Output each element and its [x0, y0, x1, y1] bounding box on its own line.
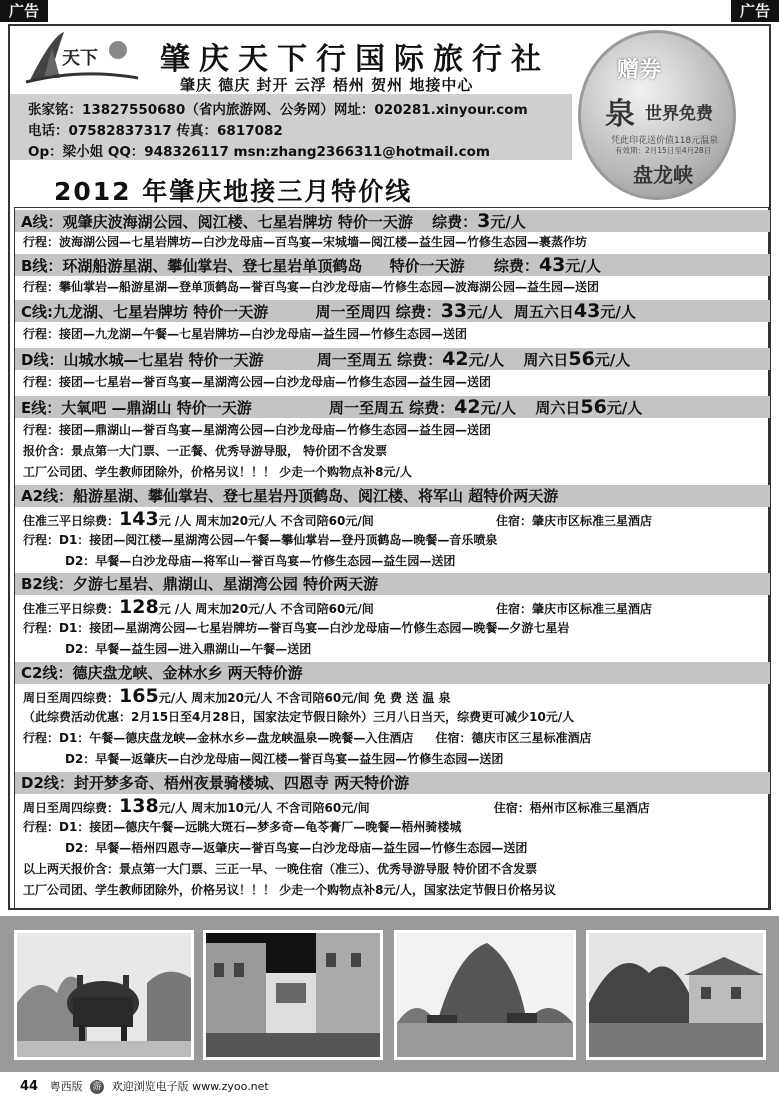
route-a-header	[15, 210, 770, 232]
route-a2-price: 143	[119, 508, 159, 530]
company-name: 肇庆天下行国际旅行社	[160, 42, 550, 77]
route-c-title: C线:九龙湖、七星岩牌坊 特价一天游	[21, 303, 269, 321]
route-e-itinerary: 行程：接团—鼎湖山—誉百鸟宴—星湖湾公园—白沙龙母庙—竹修生态园—益生园—送团	[23, 423, 492, 437]
route-a-title: A线：观肇庆波海湖公园、阅江楼、七星岩牌坊 特价一天游	[21, 213, 413, 231]
footer	[20, 1078, 269, 1094]
route-d-title: D线：山城水城—七星岩 特价一天游	[21, 351, 264, 369]
route-d2-price-row	[15, 796, 770, 816]
route-b-header	[15, 254, 770, 276]
routes-table	[14, 207, 769, 909]
route-a-itinerary: 行程：波海湖公园—七星岩牌坊—白沙龙母庙—百鸟宴—宋城墙—阅江楼—益生园—竹修生态园—裹蒸作坊	[23, 235, 588, 249]
route-e-price2: 56	[580, 396, 607, 418]
route-a2-day2: D2：早餐—白沙龙母庙—将军山—誉百鸟宴—竹修生态园—益生园—送团	[65, 554, 456, 568]
route-d-itinerary: 行程：接团—七星岩—誉百鸟宴—星湖湾公园—白沙龙母庙—竹修生态园—益生园—送团	[23, 375, 492, 389]
route-d-unit1: 元/人	[468, 351, 505, 369]
route-d2-day1: 行程：D1：接团—德庆午餐—远眺大斑石—梦多奇—龟苓膏厂—晚餐—梧州骑楼城	[23, 820, 462, 834]
route-a2-price-row	[15, 509, 770, 529]
contact-line-1: 张家铭：13827550680（省内旅游网、公务网）网址：020281.xinyour.com	[28, 102, 528, 118]
route-c-days1: 周一至周四 综费：	[315, 303, 441, 321]
route-b2-price-post: 元 /人 周末加20元/人 不含司陪60元/间	[158, 602, 374, 616]
route-c2-price-pre: 周日至周四综费：	[23, 691, 120, 705]
route-c2-header: C2线：德庆盘龙峡、金林水乡 两天特价游	[15, 662, 770, 684]
route-c-price1: 33	[440, 300, 468, 322]
route-b-title: B线：环湖船游星湖、攀仙掌岩、登七星岩单顶鹤岛	[21, 257, 363, 275]
badge-coupon-text: 赠券	[617, 58, 662, 83]
svg-text:天下: 天下	[62, 48, 98, 69]
route-b-price-label: 综费：	[493, 257, 539, 275]
route-c2-promo: （此综费活动优惠：2月15日至4月28日，国家法定节假日除外）三月八日当天，综费更可减少10元/人	[23, 710, 575, 724]
route-d-days2: 周六日	[523, 351, 569, 369]
photo-village-river	[586, 930, 766, 1060]
route-e-header	[15, 396, 770, 418]
route-d-price2: 56	[568, 348, 595, 370]
route-c2-day1: 行程：D1：午餐—德庆盘龙峡—金林水乡—盘龙峡温泉—晚餐—入住酒店	[23, 731, 414, 745]
route-e-unit2: 元/人	[606, 399, 643, 417]
contact-line-3: Op：梁小姐 QQ：948326117 msn:zhang2366311@hotmail.com	[28, 144, 490, 160]
route-b2-day1: 行程：D1：接团—星湖湾公园—七星岩牌坊—誉百鸟宴—白沙龙母庙—竹修生态园—晚餐—夕游七星岩	[23, 621, 570, 635]
route-b2-day2: D2：早餐—益生园—进入鼎湖山—午餐—送团	[65, 642, 312, 656]
route-b2-hotel: 住宿：肇庆市区标准三星酒店	[495, 602, 652, 616]
route-c-itinerary: 行程：接团—九龙湖—午餐—七星岩牌坊—白沙龙母庙—益生园—竹修生态园—送团	[23, 327, 468, 341]
route-b-itinerary: 行程：攀仙掌岩—船游星湖—登单顶鹤岛—誉百鸟宴—白沙龙母庙—竹修生态园—波海湖公园—益生园—送团	[23, 280, 600, 294]
service-centers: 肇庆 德庆 封开 云浮 梧州 贺州 地接中心	[180, 76, 474, 94]
final-note-included: 以上两天报价含：景点第一大门票、三正一早、一晚住宿（准三）、优秀导游导服 特价团不含发票	[23, 862, 538, 876]
route-a-price-label: 综费：	[432, 213, 478, 231]
route-d-days1: 周一至周五 综费：	[316, 351, 443, 369]
badge-spring-text: 泉	[605, 97, 635, 132]
photo-arcade-street	[203, 930, 383, 1060]
edition-label: 粤西版	[49, 1080, 83, 1093]
route-d2-price-pre: 周日至周四综费：	[23, 801, 120, 815]
badge-brand-text: 盘龙峡	[633, 163, 693, 187]
route-a2-price-pre: 住准三平日综费：	[23, 514, 120, 528]
route-c2-hotel: 住宿：德庆市区三星标准酒店	[435, 731, 592, 745]
photo-karst-lake	[394, 930, 576, 1060]
page-title: 2012 年肇庆地接三月特价线	[54, 177, 413, 206]
route-b2-price-pre: 住准三平日综费：	[23, 602, 120, 616]
final-note-exceptions: 工厂公司团、学生教师团除外，价格另议！！！ 少走一个购物点补8元/人，国家法定节假日价格另议	[23, 883, 556, 897]
ad-label-left: 广告	[0, 0, 48, 22]
route-c-unit2: 元/人	[600, 303, 636, 321]
route-e-days1: 周一至周五 综费：	[328, 399, 455, 417]
badge-validity-text: 有效期：2月15日至4月28日	[615, 146, 712, 155]
route-d2-hotel: 住宿：梧州市区标准三星酒店	[493, 801, 650, 815]
route-e-note-included: 报价含：景点第一大门票、一正餐、优秀导游导服， 特价团不含发票	[23, 444, 388, 458]
company-logo	[22, 28, 140, 86]
route-d2-price-post: 元/人 周末加10元/人 不含司陪60元/间	[158, 801, 370, 815]
route-a2-hotel: 住宿：肇庆市区标准三星酒店	[495, 514, 652, 528]
route-d2-day2: D2：早餐—梧州四恩寺—返肇庆—誉百鸟宴—白沙龙母庙—益生园—竹修生态园—送团	[65, 841, 528, 855]
route-c2-day2: D2：早餐—返肇庆—白沙龙母庙—阅江楼—誉百鸟宴—益生园—竹修生态园—送团	[65, 752, 504, 766]
route-b-tag: 特价一天游	[389, 257, 465, 275]
route-a2-header: A2线：船游星湖、攀仙掌岩、登七星岩丹顶鹤岛、阅江楼、将军山 超特价两天游	[15, 485, 770, 507]
route-a2-day1: 行程：D1：接团—阅江楼—星湖湾公园—午餐—攀仙掌岩—登丹顶鹤岛—晚餐—音乐喷泉	[23, 533, 498, 547]
route-e-note-exceptions: 工厂公司团、学生教师团除外，价格另议！！！ 少走一个购物点补8元/人	[23, 465, 412, 479]
route-c-header	[15, 300, 770, 322]
route-e-unit1: 元/人	[480, 399, 517, 417]
route-b-unit: 元/人	[565, 257, 601, 275]
route-c-unit1: 元/人	[467, 303, 503, 321]
route-c-price2: 43	[573, 300, 601, 322]
contact-box	[10, 94, 572, 160]
route-e-days2: 周六日	[535, 399, 581, 417]
route-e-title: E线：大氧吧 —鼎湖山 特价一天游	[21, 399, 252, 417]
route-d-unit2: 元/人	[594, 351, 631, 369]
route-c2-price-post: 元/人 周末加20元/人 不含司陪60元/间 免 费 送 温 泉	[158, 691, 451, 705]
coupon-badge	[578, 30, 736, 200]
route-c2-price: 165	[119, 685, 159, 707]
travel-logo-icon: 游	[90, 1080, 104, 1094]
route-c2-price-row	[15, 686, 770, 706]
photo-bronze-cauldron	[14, 930, 194, 1060]
ad-label-right: 广告	[731, 0, 779, 22]
route-d2-price: 138	[119, 795, 159, 817]
route-b2-header: B2线：夕游七星岩、鼎湖山、星湖湾公园 特价两天游	[15, 573, 770, 595]
route-a2-price-post: 元 /人 周末加20元/人 不含司陪60元/间	[158, 514, 374, 528]
route-d-header	[15, 348, 770, 370]
route-a-unit: 元/人	[490, 213, 526, 231]
route-a-price: 3	[477, 210, 491, 232]
route-b2-price-row	[15, 597, 770, 617]
route-b-price: 43	[538, 254, 566, 276]
contact-line-2: 电话：07582837317 传真：6817082	[28, 123, 283, 139]
badge-offer-text: 凭此印花送价值118元温泉	[611, 136, 719, 146]
route-c2-day1-row	[15, 729, 770, 748]
badge-free-text: 世界免费	[645, 104, 713, 124]
route-d-price1: 42	[442, 348, 469, 370]
route-b2-price: 128	[119, 596, 159, 618]
page-number: 44	[20, 1079, 39, 1094]
footer-website-text: 欢迎浏览电子版 www.zyoo.net	[111, 1080, 269, 1093]
route-c-days2: 周五六日	[513, 303, 574, 321]
photo-strip	[0, 916, 779, 1072]
route-e-price1: 42	[454, 396, 481, 418]
route-d2-header: D2线：封开梦多奇、梧州夜景骑楼城、四恩寺 两天特价游	[15, 772, 770, 794]
